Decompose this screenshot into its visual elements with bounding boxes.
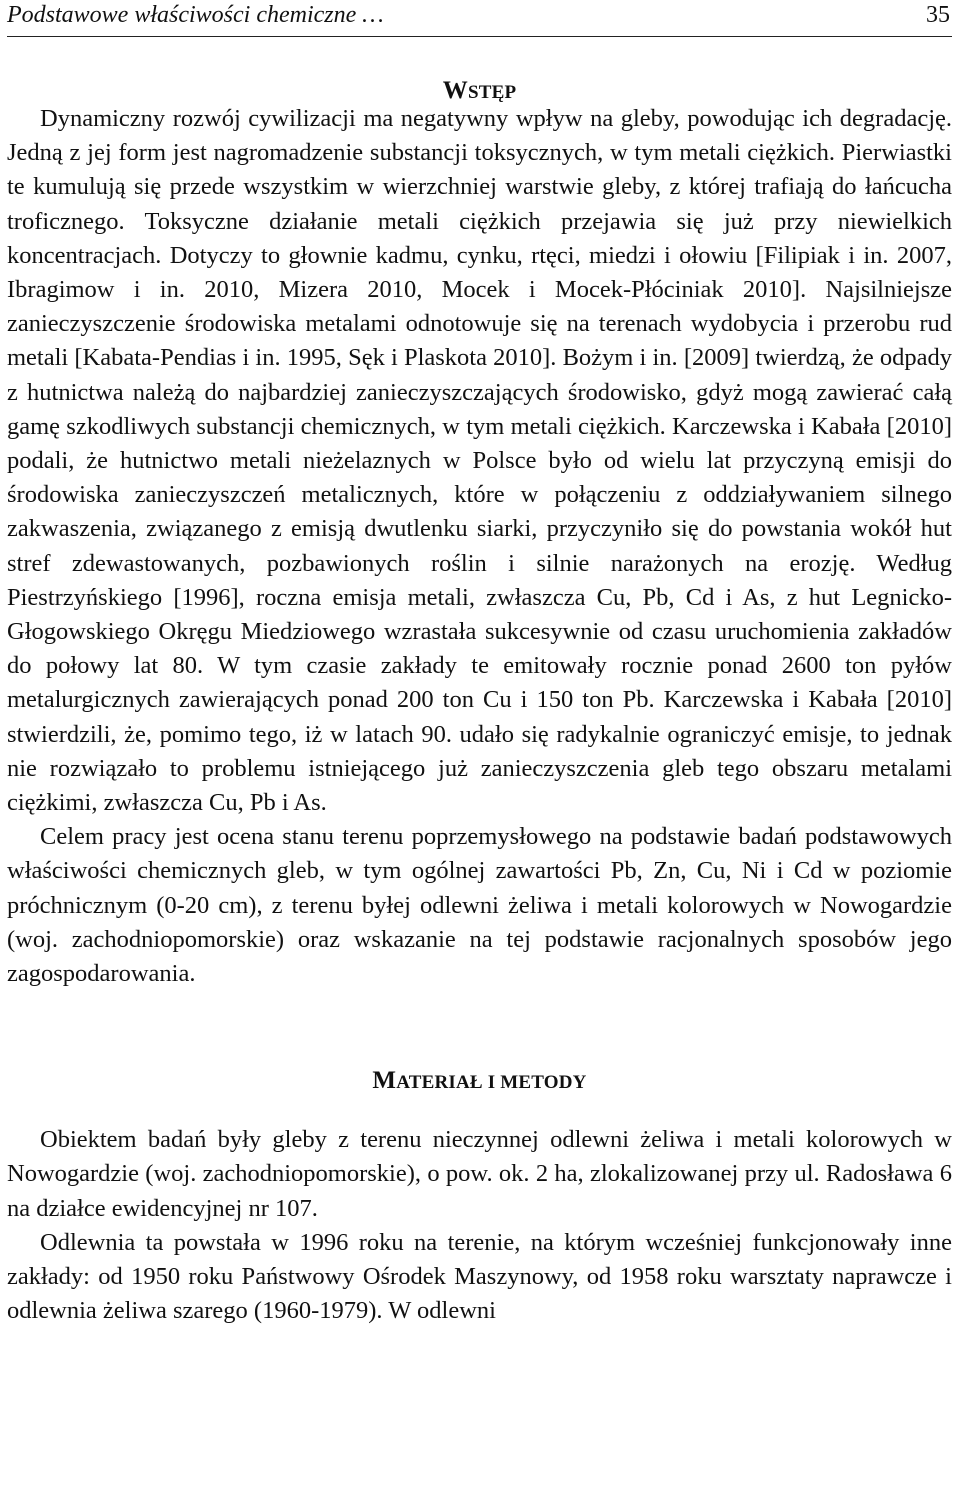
spacer	[7, 991, 952, 1067]
running-header	[7, 0, 952, 37]
intro-paragraph-2: Celem pracy jest ocena stanu terenu poprzemysłowego na podstawie badań podstawowych właściwości chemicznych gleb, w tym ogólnej zawartości Pb, Zn, Cu, Ni i Cd w poziomie próchnicznym (0-20 cm), z terenu byłej odlewni żeliwa i metali kolorowych w Nowogardzie (woj. zachodniopomorskie) oraz wskazanie na tej podstawie racjonalnych sposobów jego zagospodarowania.	[7, 823, 952, 988]
methods-paragraph-2: Odlewnia ta powstała w 1996 roku na terenie, na którym wcześniej funkcjonowały inne zakłady: od 1950 roku Państwowy Ośrodek Maszynowy, od 1958 roku warsztaty naprawcze i odlewnia żeliwa szarego (1960-1979). W odlewni	[7, 1228, 952, 1325]
heading-initial: M	[372, 1067, 397, 1095]
methods-heading-block	[7, 1067, 952, 1095]
heading-rest: ATERIAŁ I METODY	[396, 1072, 587, 1094]
heading-initial: W	[442, 77, 468, 104]
section-heading-methods	[7, 1067, 952, 1095]
page-number: 35	[926, 2, 950, 28]
heading-rest: STĘP	[467, 82, 517, 103]
intro-paragraph-1: Dynamiczny rozwój cywilizacji ma negatywny wpływ na gleby, powodując ich degradację. Jedną z jej form jest nagromadzenie substancji toksycznych, w tym metali ciężkich. Pierwiastki te kumulują się przede wszystkim w wierzchniej warstwie gleby, z której trafiają do łańcucha troficznego. Toksyczne działanie metali ciężkich przejawia się już przy niewielkich koncentracjach. Dotyczy to głownie kadmu, cynku, rtęci, miedzi i ołowiu [Filipiak i in. 2007, Ibragimow i in. 2010, Mizera 2010, Mocek i Mocek-Płóciniak 2010]. Najsilniejsze zanieczyszczenie środowiska metalami odnotowuje się na terenach wydobycia i przerobu rud metali [Kabata-Pendias i in. 1995, Sęk i Plaskota 2010]. Bożym i in. [2009] twierdzą, że odpady z hutnictwa należą do najbardziej zanieczyszczających środowisko, gdyż mogą zawierać całą gamę szkodliwych substancji chemicznych, w tym metali ciężkich. Karczewska i Kabała [2010] podali, że hutnictwo metali nieżelaznych w Polsce było od wielu lat przyczyną emisji do środowiska zanieczyszczeń metalicznych, które w połączeniu z oddziaływaniem silnego zakwaszenia, związanego z emisją dwutlenku siarki, przyczyniło się do powstania wokół hut stref zdewastowanych, pozbawionych roślin i silnie narażonych na erozję. Według Piestrzyńskiego [1996], roczna emisja metali, zwłaszcza Cu, Pb, Cd i As, z hut Legnicko-Głogowskiego Okręgu Miedziowego wzrastała sukcesywnie od czasu uruchomienia zakładów do połowy lat 80. W tym czasie zakłady te emitowały rocznie ponad 2600 ton pyłów metalurgicznych zawierających ponad 200 ton Cu i 150 ton Pb. Karczewska i Kabała [2010] stwierdzili, że, pomimo tego, iż w latach 90. udało się radykalnie ograniczyć emisje, to jednak nie rozwiązało to problemu istniejącego już zanieczyszczenia gleb tego obszaru metalami ciężkimi, zwłaszcza Cu, Pb i As.	[7, 105, 952, 817]
methods-paragraph-1: Obiektem badań były gleby z terenu nieczynnej odlewni żeliwa i metali kolorowych w Nowogardzie (woj. zachodniopomorskie), o pow. ok. 2 ha, zlokalizowanej przy ul. Radosława 6 na działce ewidencyjnej nr 107.	[7, 1126, 952, 1222]
running-header-title: Podstawowe właściwości chemiczne …	[7, 2, 384, 28]
section-heading-intro	[7, 77, 952, 105]
spacer	[7, 1095, 952, 1123]
intro-heading-block	[7, 37, 952, 104]
